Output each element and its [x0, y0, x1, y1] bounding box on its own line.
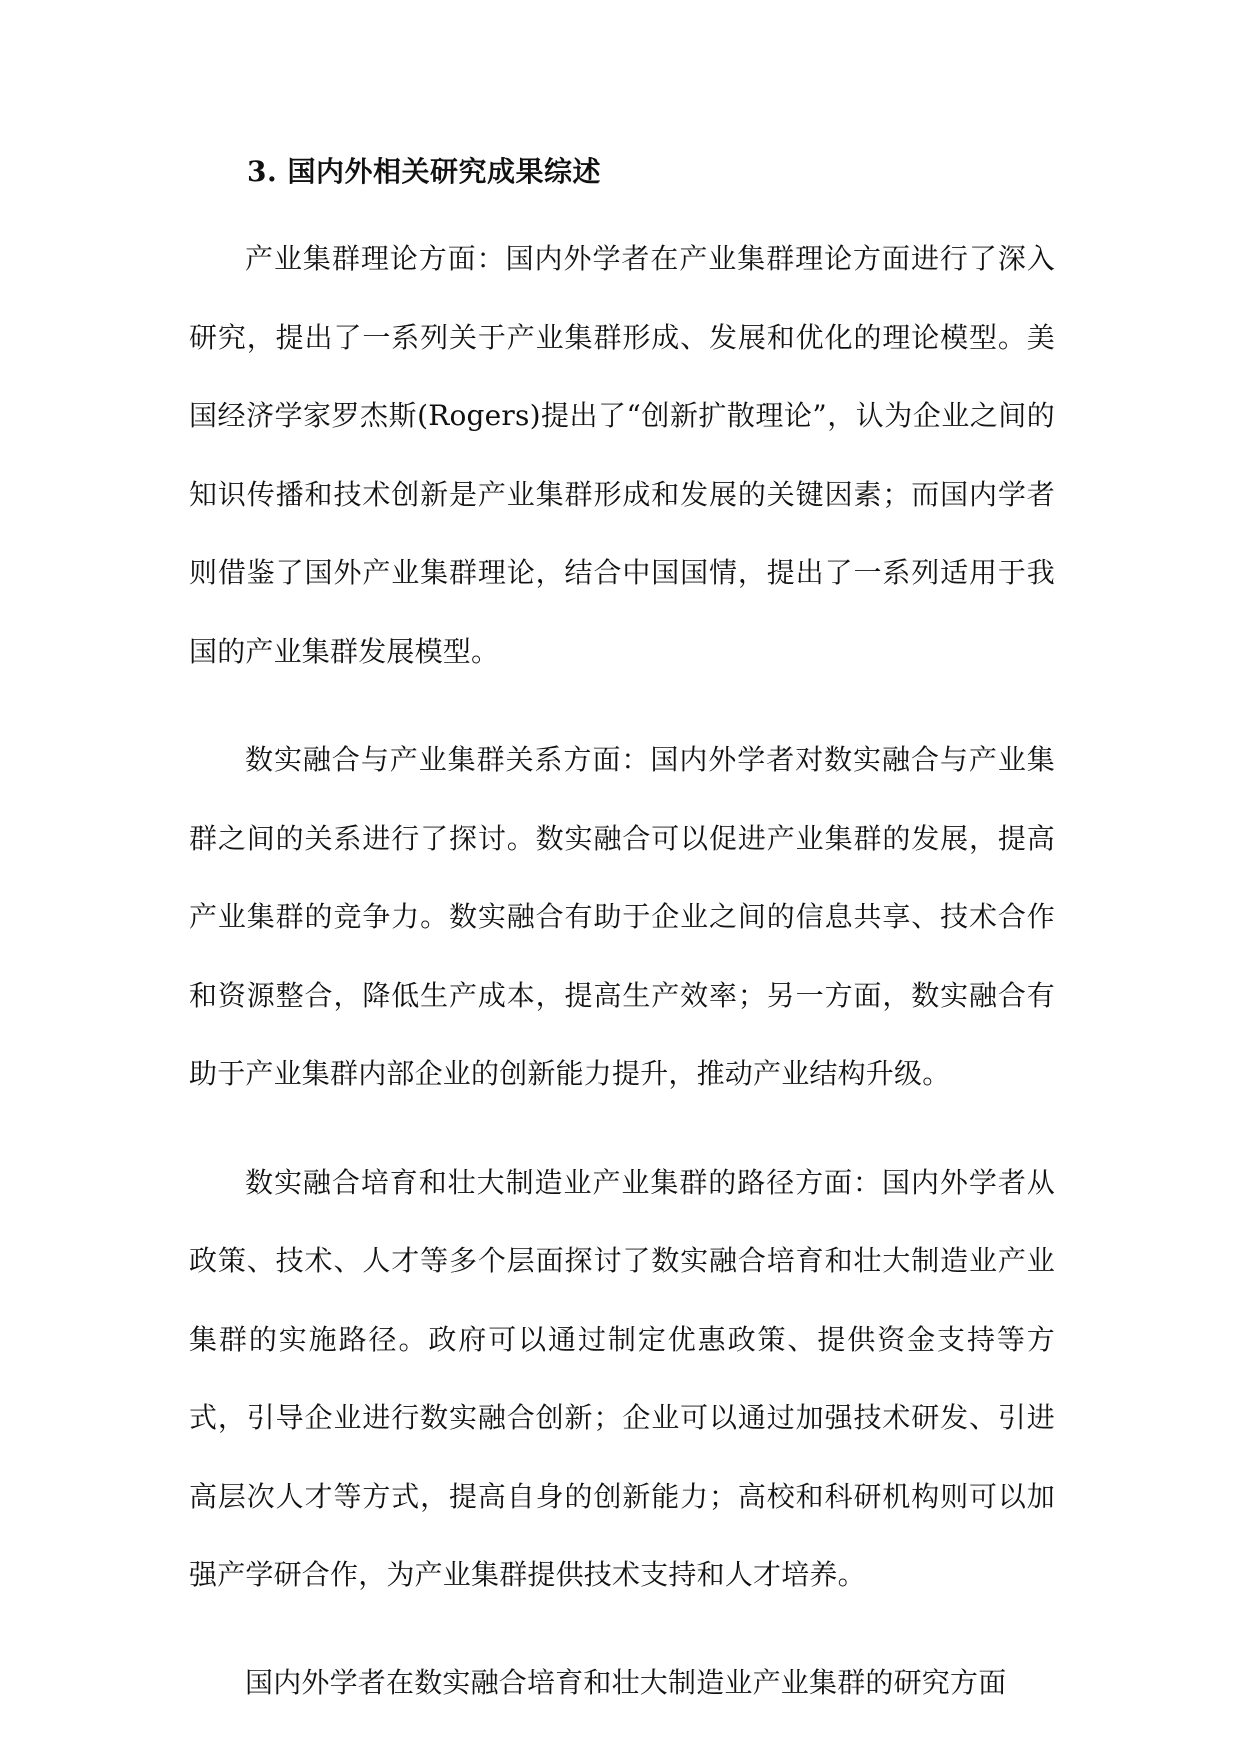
paragraph-research-summary: 国内外学者在数实融合培育和壮大制造业产业集群的研究方面 — [245, 1665, 1007, 1699]
document-page — [189, 150, 1055, 1722]
paragraph-cultivation-paths: 数实融合培育和壮大制造业产业集群的路径方面：国内外学者从政策、技术、人才等多个层面探讨了数实融合培育和壮大制造业产业集群的实施路径。政府可以通过制定优惠政策、提供资金支持等方式，引导企业进行数实融合创新；企业可以通过加强技术研发、引进高层次人才等方式，提高自身的创新能力；高校和科研机构则可以加强产学研合作，为产业集群提供技术支持和人才培养。 — [189, 1165, 1055, 1591]
section-heading: 3. 国内外相关研究成果综述 — [247, 155, 601, 188]
paragraph-digital-real-integration-relation: 数实融合与产业集群关系方面：国内外学者对数实融合与产业集群之间的关系进行了探讨。数实融合可以促进产业集群的发展，提高产业集群的竞争力。数实融合有助于企业之间的信息共享、技术合作和资源整合，降低生产成本，提高生产效率；另一方面，数实融合有助于产业集群内部企业的创新能力提升，推动产业结构升级。 — [189, 743, 1055, 1090]
paragraph-industrial-cluster-theory: 产业集群理论方面：国内外学者在产业集群理论方面进行了深入研究，提出了一系列关于产业集群形成、发展和优化的理论模型。美国经济学家罗杰斯(Rogers)提出了“创新扩散理论”，认为企业之间的知识传播和技术创新是产业集群形成和发展的关键因素；而国内学者则借鉴了国外产业集群理论，结合中国国情，提出了一系列适用于我国的产业集群发展模型。 — [189, 242, 1055, 668]
